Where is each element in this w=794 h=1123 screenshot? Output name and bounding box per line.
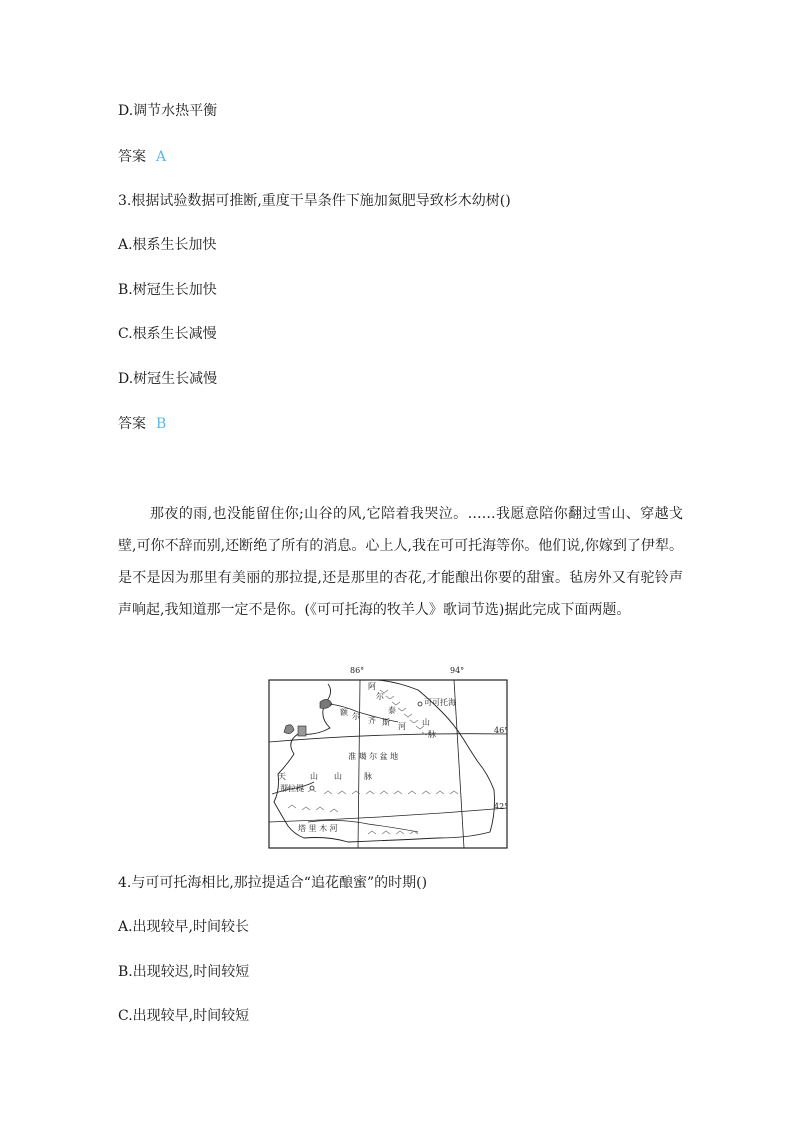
keketuohai-label: 可可托海 <box>424 698 456 707</box>
question-4-stem: 4.与可可托海相比,那拉提适合“追花酿蜜”的时期() <box>118 875 428 891</box>
question-4-option-a: A.出现较早,时间较长 <box>118 919 250 935</box>
answer-value: B <box>156 416 167 432</box>
lat-46-label: 46° <box>494 726 509 735</box>
keketuohai-marker <box>418 702 422 706</box>
altai-label-1: 阿 <box>368 682 376 691</box>
junggar-label: 准 噶 尔 盆 地 <box>348 752 399 761</box>
altai-label-3: 泰 <box>388 706 396 715</box>
ertix-label-3: 齐 <box>368 716 376 725</box>
question-3-stem: 3.根据试验数据可推断,重度干旱条件下施加氮肥导致杉木幼树() <box>118 193 511 209</box>
ertix-label-4: 斯 <box>382 718 390 727</box>
altai-label-5: 脉 <box>428 730 436 739</box>
question-2-option-d: D.调节水热平衡 <box>118 103 218 119</box>
ertix-label-5: 河 <box>398 722 406 731</box>
ertix-label-1: 额 <box>340 708 348 717</box>
tarim-label: 塔 里 木 河 <box>298 824 338 833</box>
question-4-option-c: C.出现较早,时间较短 <box>118 1008 250 1024</box>
question-3-option-a: A.根系生长加快 <box>118 237 217 253</box>
question-4-option-b: B.出现较迟,时间较短 <box>118 964 250 980</box>
tianshan-label-3: 山 <box>334 772 342 781</box>
altai-label-2: 尔 <box>376 692 384 701</box>
question-3-answer <box>118 414 166 434</box>
altai-label-4: 山 <box>422 718 430 727</box>
question-3-option-c: C.根系生长减慢 <box>118 326 217 342</box>
question-2-answer <box>118 147 166 167</box>
nalati-marker <box>310 786 314 790</box>
answer-value: A <box>156 149 167 165</box>
question-3-option-d: D.树冠生长减慢 <box>118 371 218 387</box>
ertix-label-2: 尔 <box>352 712 360 721</box>
lyrics-passage: 那夜的雨,也没能留住你;山谷的风,它陪着我哭泣。……我愿意陪你翻过雪山、穿越戈壁,可你不辞而别,还断绝了所有的消息。心上人,我在可可托海等你。他们说,你嫁到了伊犁。是不是因为那里有美丽的那拉提,还是那里的杏花,才能酿出你要的甜蜜。毡房外又有驼铃声声响起,我知道那一定不是你。(《可可托海的牧羊人》歌词节选)据此完成下面两题。 <box>118 506 683 618</box>
nalati-label: 那拉提 <box>280 784 304 793</box>
lon-94-label: 94° <box>450 666 465 675</box>
question-3-option-b: B.树冠生长加快 <box>118 282 217 298</box>
tianshan-label-4: 脉 <box>364 772 372 781</box>
lake-sayram <box>298 726 306 736</box>
answer-label: 答案 <box>118 416 146 432</box>
answer-label: 答案 <box>118 149 146 165</box>
lon-86-label: 86° <box>350 666 365 675</box>
tianshan-label-1: 天 <box>278 772 286 781</box>
tianshan-label-2: 山 <box>310 772 318 781</box>
xinjiang-map <box>268 662 512 852</box>
lat-42-label: 42° <box>494 802 509 811</box>
